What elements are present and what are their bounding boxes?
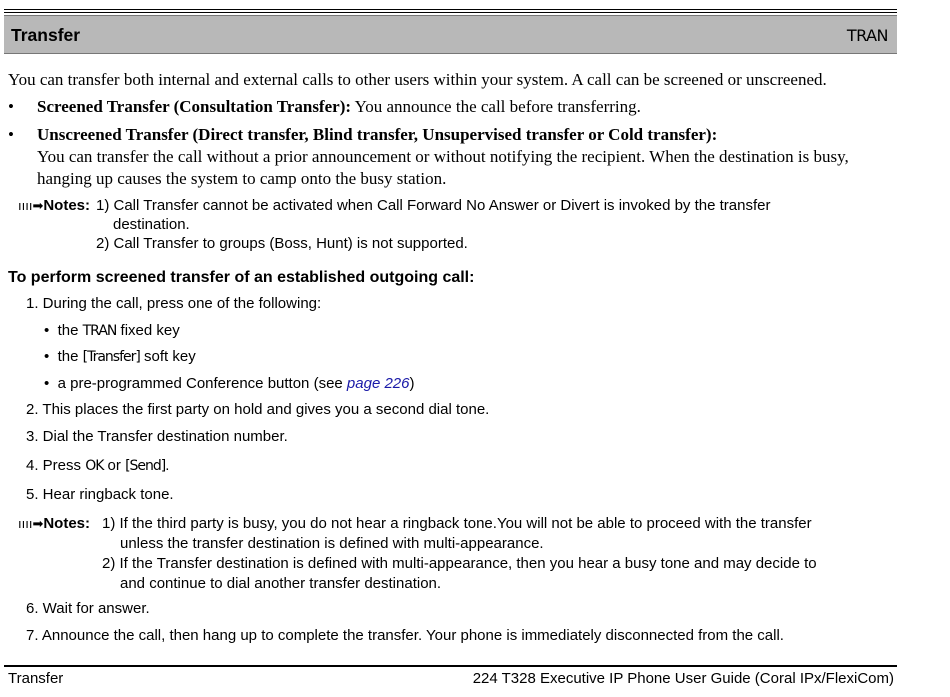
note-item: destination.	[113, 216, 190, 233]
step-3: 3. Dial the Transfer destination number.	[26, 428, 288, 445]
step-2: 2. This places the first party on hold and gives you a second dial tone.	[26, 401, 490, 418]
bullet-dot: •	[8, 97, 14, 116]
step-7: 7. Announce the call, then hang up to complete the transfer. Your phone is immediately disconnected from the call.	[26, 627, 784, 644]
notes-label: Notes:	[43, 515, 91, 532]
section-header	[4, 15, 897, 54]
bullet-text: You announce the call before transferring.	[351, 97, 641, 116]
bullet-text: You can transfer the call without a prior announcement or without notifying the recipient. When the destination is busy,	[37, 147, 849, 166]
bullet-title: Unscreened Transfer (Direct transfer, Blind transfer, Unsupervised transfer or Cold transfer):	[37, 125, 718, 144]
intro-paragraph: You can transfer both internal and external calls to other users within your system. A call can be screened or unscreened.	[8, 70, 827, 89]
transfer-soft-key: [Transfer]	[82, 349, 140, 365]
sub-step-conference: • a pre-programmed Conference button (see page 226)	[44, 375, 415, 392]
tran-key: TRAN	[82, 323, 117, 339]
bullet-text: hanging up causes the system to camp onto the busy station.	[37, 169, 447, 188]
step-6: 6. Wait for answer.	[26, 600, 150, 617]
key-code: TRAN	[846, 26, 888, 45]
ok-key: OK	[85, 458, 104, 474]
bullet-dot: •	[44, 348, 58, 365]
arrow-right-icon: ıııı➡	[18, 198, 44, 213]
footer-rule	[4, 665, 897, 667]
bullet-dot: •	[44, 375, 58, 392]
bullet-screened	[37, 97, 641, 117]
notes-label: Notes:	[43, 197, 91, 214]
notes-block-2	[18, 515, 90, 532]
step-4: 4. Press OK or [Send].	[26, 457, 170, 474]
note-item: 2) Call Transfer to groups (Boss, Hunt) is not supported.	[96, 235, 468, 252]
note-item: and continue to dial another transfer destination.	[120, 575, 442, 592]
note-item: 1) If the third party is busy, you do not hear a ringback tone.You will not be able to proceed with the transfer	[102, 515, 812, 532]
notes-block-1	[18, 197, 90, 214]
top-rule-2	[4, 12, 897, 13]
sub-step-tran: • the TRAN fixed key	[44, 322, 180, 339]
page-link[interactable]: page 226	[346, 375, 410, 392]
step-5: 5. Hear ringback tone.	[26, 486, 174, 503]
page-title: Transfer	[11, 25, 81, 45]
send-key: [Send]	[125, 458, 166, 474]
bullet-title: Screened Transfer (Consultation Transfer):	[37, 97, 352, 116]
bullet-dot: •	[44, 322, 58, 339]
note-item: 1) Call Transfer cannot be activated when Call Forward No Answer or Divert is invoked by the transfer	[96, 197, 771, 214]
footer-page-info: 224 T328 Executive IP Phone User Guide (Coral IPx/FlexiCom)	[472, 670, 894, 687]
footer-section: Transfer	[8, 670, 64, 687]
section-title: To perform screened transfer of an established outgoing call:	[8, 269, 475, 286]
step-1: 1. During the call, press one of the following:	[26, 295, 322, 312]
note-item: 2) If the Transfer destination is defined with multi-appearance, then you hear a busy tone and may decide to	[102, 555, 817, 572]
arrow-right-icon: ıııı➡	[18, 516, 44, 531]
note-item: unless the transfer destination is defined with multi-appearance.	[120, 535, 544, 552]
bullet-dot: •	[8, 125, 14, 144]
sub-step-transfer: • the [Transfer] soft key	[44, 348, 196, 365]
top-rule	[4, 9, 897, 10]
